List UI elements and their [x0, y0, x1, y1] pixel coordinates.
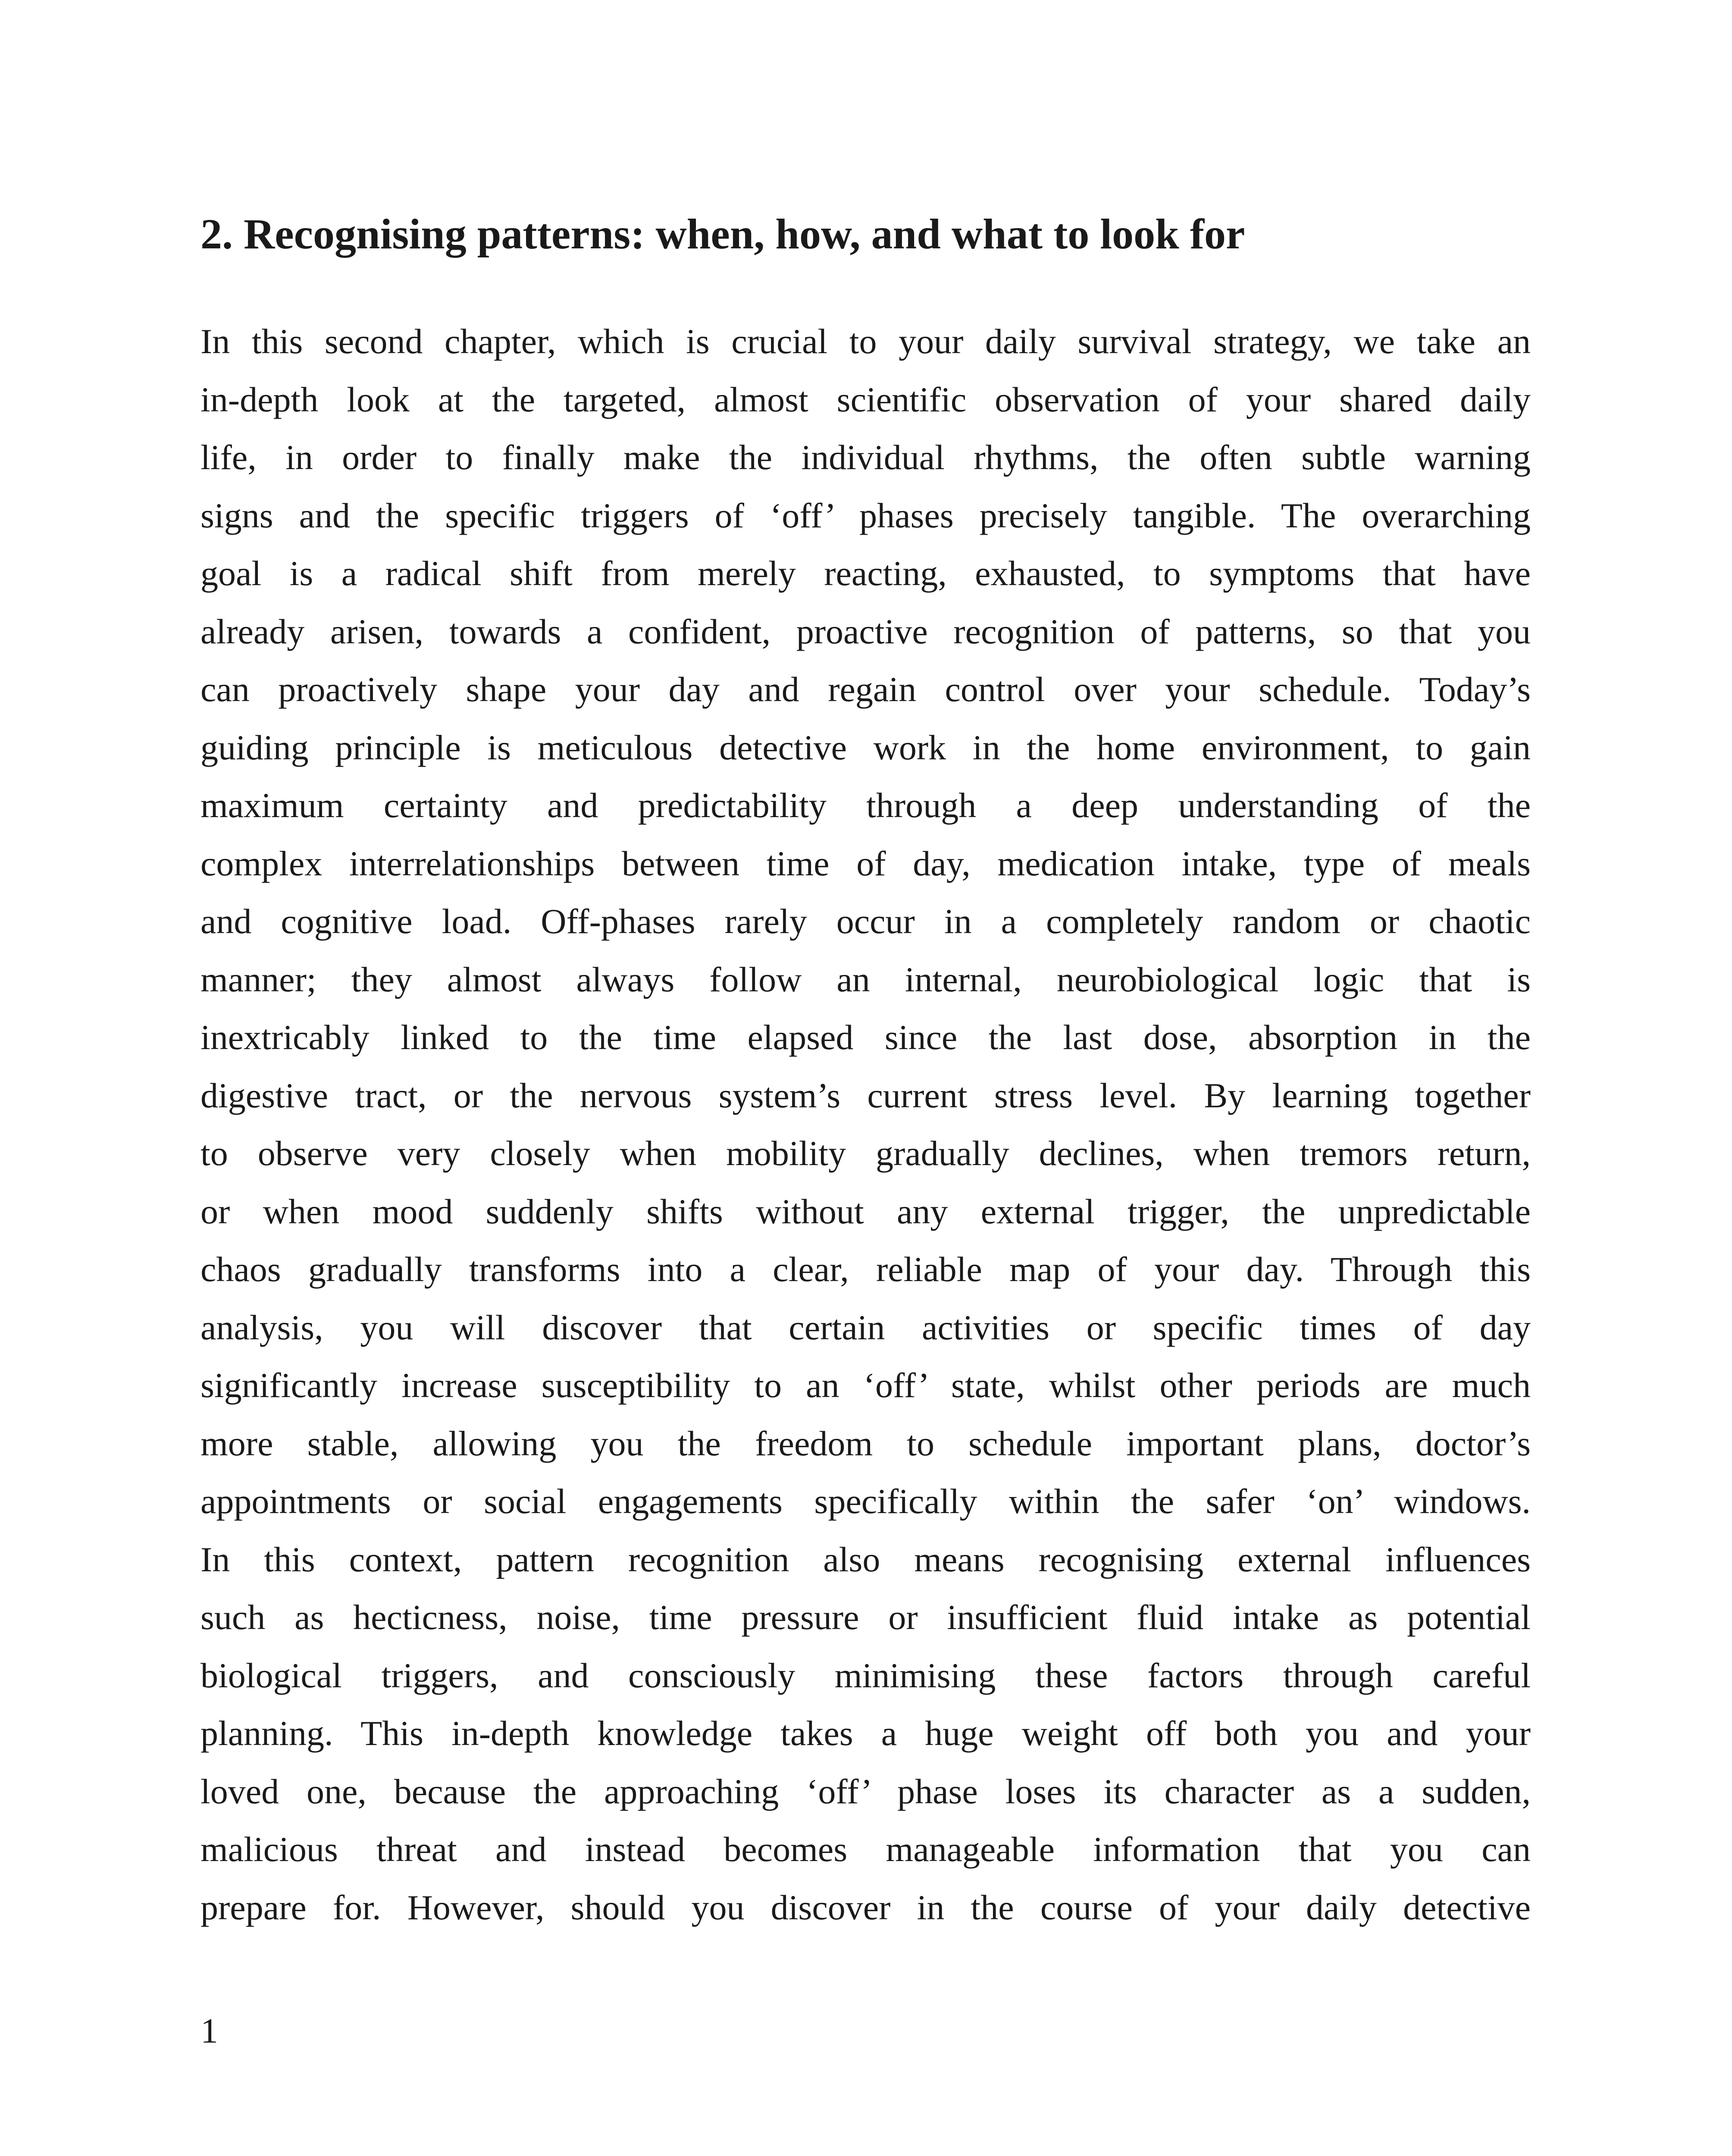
body-line: malicious threat and instead becomes manageable information that you can [200, 1830, 1531, 1869]
body-line: inextricably linked to the time elapsed since the last dose, absorption in the [200, 1018, 1531, 1057]
body-line: to observe very closely when mobility gradually declines, when tremors return, [200, 1134, 1531, 1173]
body-line: or when mood suddenly shifts without any external trigger, the unpredictable [200, 1191, 1531, 1231]
body-line: In this second chapter, which is crucial to your daily survival strategy, we take an [200, 322, 1531, 361]
body-line: maximum certainty and predictability through a deep understanding of the [200, 786, 1531, 825]
body-line: analysis, you will discover that certain activities or specific times of day [200, 1307, 1531, 1347]
body-line: such as hecticness, noise, time pressure or insufficient fluid intake as potential [200, 1598, 1531, 1637]
body-line: digestive tract, or the nervous system’s current stress level. By learning together [200, 1075, 1531, 1115]
body-line: manner; they almost always follow an internal, neurobiological logic that is [200, 959, 1531, 999]
body-line: already arisen, towards a confident, proactive recognition of patterns, so that you [200, 611, 1531, 651]
body-line: prepare for. However, should you discover in the course of your daily detective [200, 1887, 1531, 1927]
chapter-heading: 2. Recognising patterns: when, how, and what to look for [200, 210, 1245, 258]
body-line: guiding principle is meticulous detective work in the home environment, to gain [200, 727, 1531, 767]
body-line: loved one, because the approaching ‘off’ phase loses its character as a sudden, [200, 1771, 1531, 1811]
body-line: more stable, allowing you the freedom to schedule important plans, doctor’s [200, 1423, 1531, 1463]
body-line: signs and the specific triggers of ‘off’ phases precisely tangible. The overarching [200, 495, 1531, 535]
body-line: can proactively shape your day and regain control over your schedule. Today’s [200, 670, 1531, 709]
body-line: planning. This in-depth knowledge takes a huge weight off both you and your [200, 1714, 1531, 1753]
body-line: chaos gradually transforms into a clear, reliable map of your day. Through this [200, 1250, 1531, 1289]
body-line: in-depth look at the targeted, almost scientific observation of your shared daily [200, 379, 1531, 419]
page-number: 1 [200, 2011, 218, 2050]
body-line: biological triggers, and consciously minimising these factors through careful [200, 1655, 1531, 1695]
body-line: complex interrelationships between time of day, medication intake, type of meals [200, 843, 1531, 883]
body-line: significantly increase susceptibility to an ‘off’ state, whilst other periods are much [200, 1366, 1531, 1405]
body-text [200, 313, 1531, 1986]
body-line: and cognitive load. Off-phases rarely occur in a completely random or chaotic [200, 902, 1531, 941]
body-line: life, in order to finally make the individual rhythms, the often subtle warning [200, 438, 1531, 477]
body-line: In this context, pattern recognition also means recognising external influences [200, 1539, 1531, 1579]
body-line: appointments or social engagements specifically within the safer ‘on’ windows. [200, 1482, 1531, 1521]
body-line: goal is a radical shift from merely reacting, exhausted, to symptoms that have [200, 554, 1531, 593]
